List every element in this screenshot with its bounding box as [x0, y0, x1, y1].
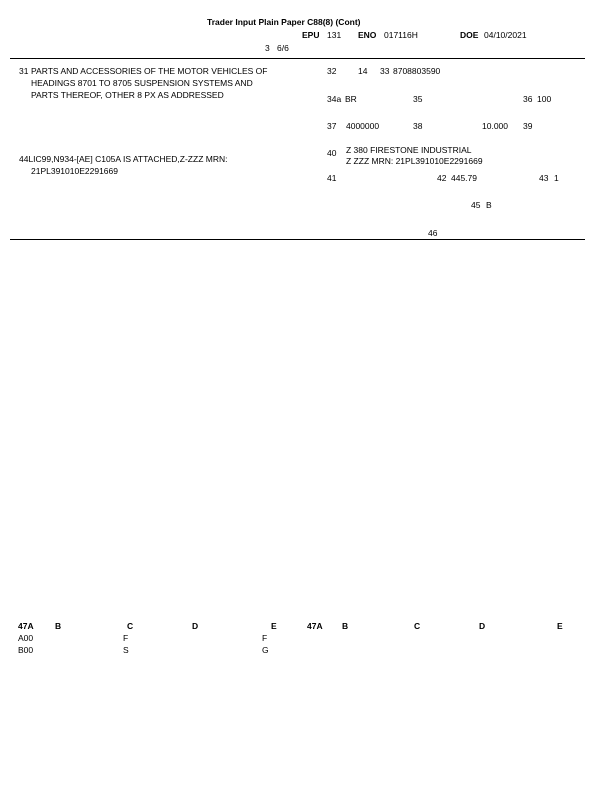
tax-header-c: C: [414, 621, 421, 631]
epu-label: EPU: [302, 30, 320, 40]
box37-label: 37: [327, 121, 337, 131]
epu-value: 131: [327, 30, 342, 40]
tax-header-b: B: [342, 621, 349, 631]
box40-line: Z ZZZ MRN: 21PL391010E2291669: [346, 156, 483, 166]
tax-header-d: D: [192, 621, 199, 631]
box35-label: 35: [413, 94, 423, 104]
box46-label: 46: [428, 228, 438, 238]
box45-value: B: [486, 200, 492, 210]
box38-label: 38: [413, 121, 423, 131]
tax-cell: B00: [18, 645, 34, 655]
tax-cell: S: [123, 645, 129, 655]
box43-label: 43: [539, 173, 549, 183]
description-line: HEADINGS 8701 TO 8705 SUSPENSION SYSTEMS AND: [31, 78, 253, 88]
box42-value: 445.79: [451, 173, 477, 183]
box34a-label: 34a: [327, 94, 342, 104]
eno-label: ENO: [358, 30, 377, 40]
box40-label: 40: [327, 148, 337, 158]
box39-label: 39: [523, 121, 533, 131]
box36-label: 36: [523, 94, 533, 104]
box41-label: 41: [327, 173, 337, 183]
tax-cell: G: [262, 645, 269, 655]
box14-value: 14: [358, 66, 368, 76]
tax-header-e: E: [271, 621, 277, 631]
box34a-value: BR: [345, 94, 357, 104]
description-line: PARTS THEREOF, OTHER 8 PX AS ADDRESSED: [31, 90, 224, 100]
header-divider: [10, 58, 585, 59]
box3-label: 3: [265, 43, 270, 53]
box45-label: 45: [471, 200, 481, 210]
box44-line: 21PL391010E2291669: [31, 166, 118, 176]
tax-cell: F: [262, 633, 268, 643]
box43-value: 1: [554, 173, 559, 183]
box38-value: 10.000: [482, 121, 508, 131]
eno-value: 017116H: [384, 30, 418, 40]
tax-header-c: C: [127, 621, 134, 631]
box31-number: 31: [19, 66, 29, 76]
tax-header-47a: 47A: [307, 621, 323, 631]
box33-value: 8708803590: [393, 66, 441, 76]
page-title: Trader Input Plain Paper C88(8) (Cont): [207, 17, 361, 27]
box36-value: 100: [537, 94, 552, 104]
tax-header-e: E: [557, 621, 563, 631]
box37-value: 4000000: [346, 121, 380, 131]
item-divider: [10, 239, 585, 240]
tax-cell: A00: [18, 633, 34, 643]
box44-line: 44LIC99,N934-[AE] C105A IS ATTACHED,Z-ZZZ MRN:: [19, 154, 228, 164]
box3-value: 6/6: [277, 43, 289, 53]
doe-label: DOE: [460, 30, 479, 40]
tax-header-b: B: [55, 621, 62, 631]
box33-label: 33: [380, 66, 390, 76]
box40-line: Z 380 FIRESTONE INDUSTRIAL: [346, 145, 472, 155]
box42-label: 42: [437, 173, 447, 183]
tax-cell: F: [123, 633, 129, 643]
description-line: PARTS AND ACCESSORIES OF THE MOTOR VEHICLES OF: [31, 66, 268, 76]
doe-value: 04/10/2021: [484, 30, 527, 40]
tax-header-47a: 47A: [18, 621, 34, 631]
tax-header-d: D: [479, 621, 486, 631]
box32-label: 32: [327, 66, 337, 76]
